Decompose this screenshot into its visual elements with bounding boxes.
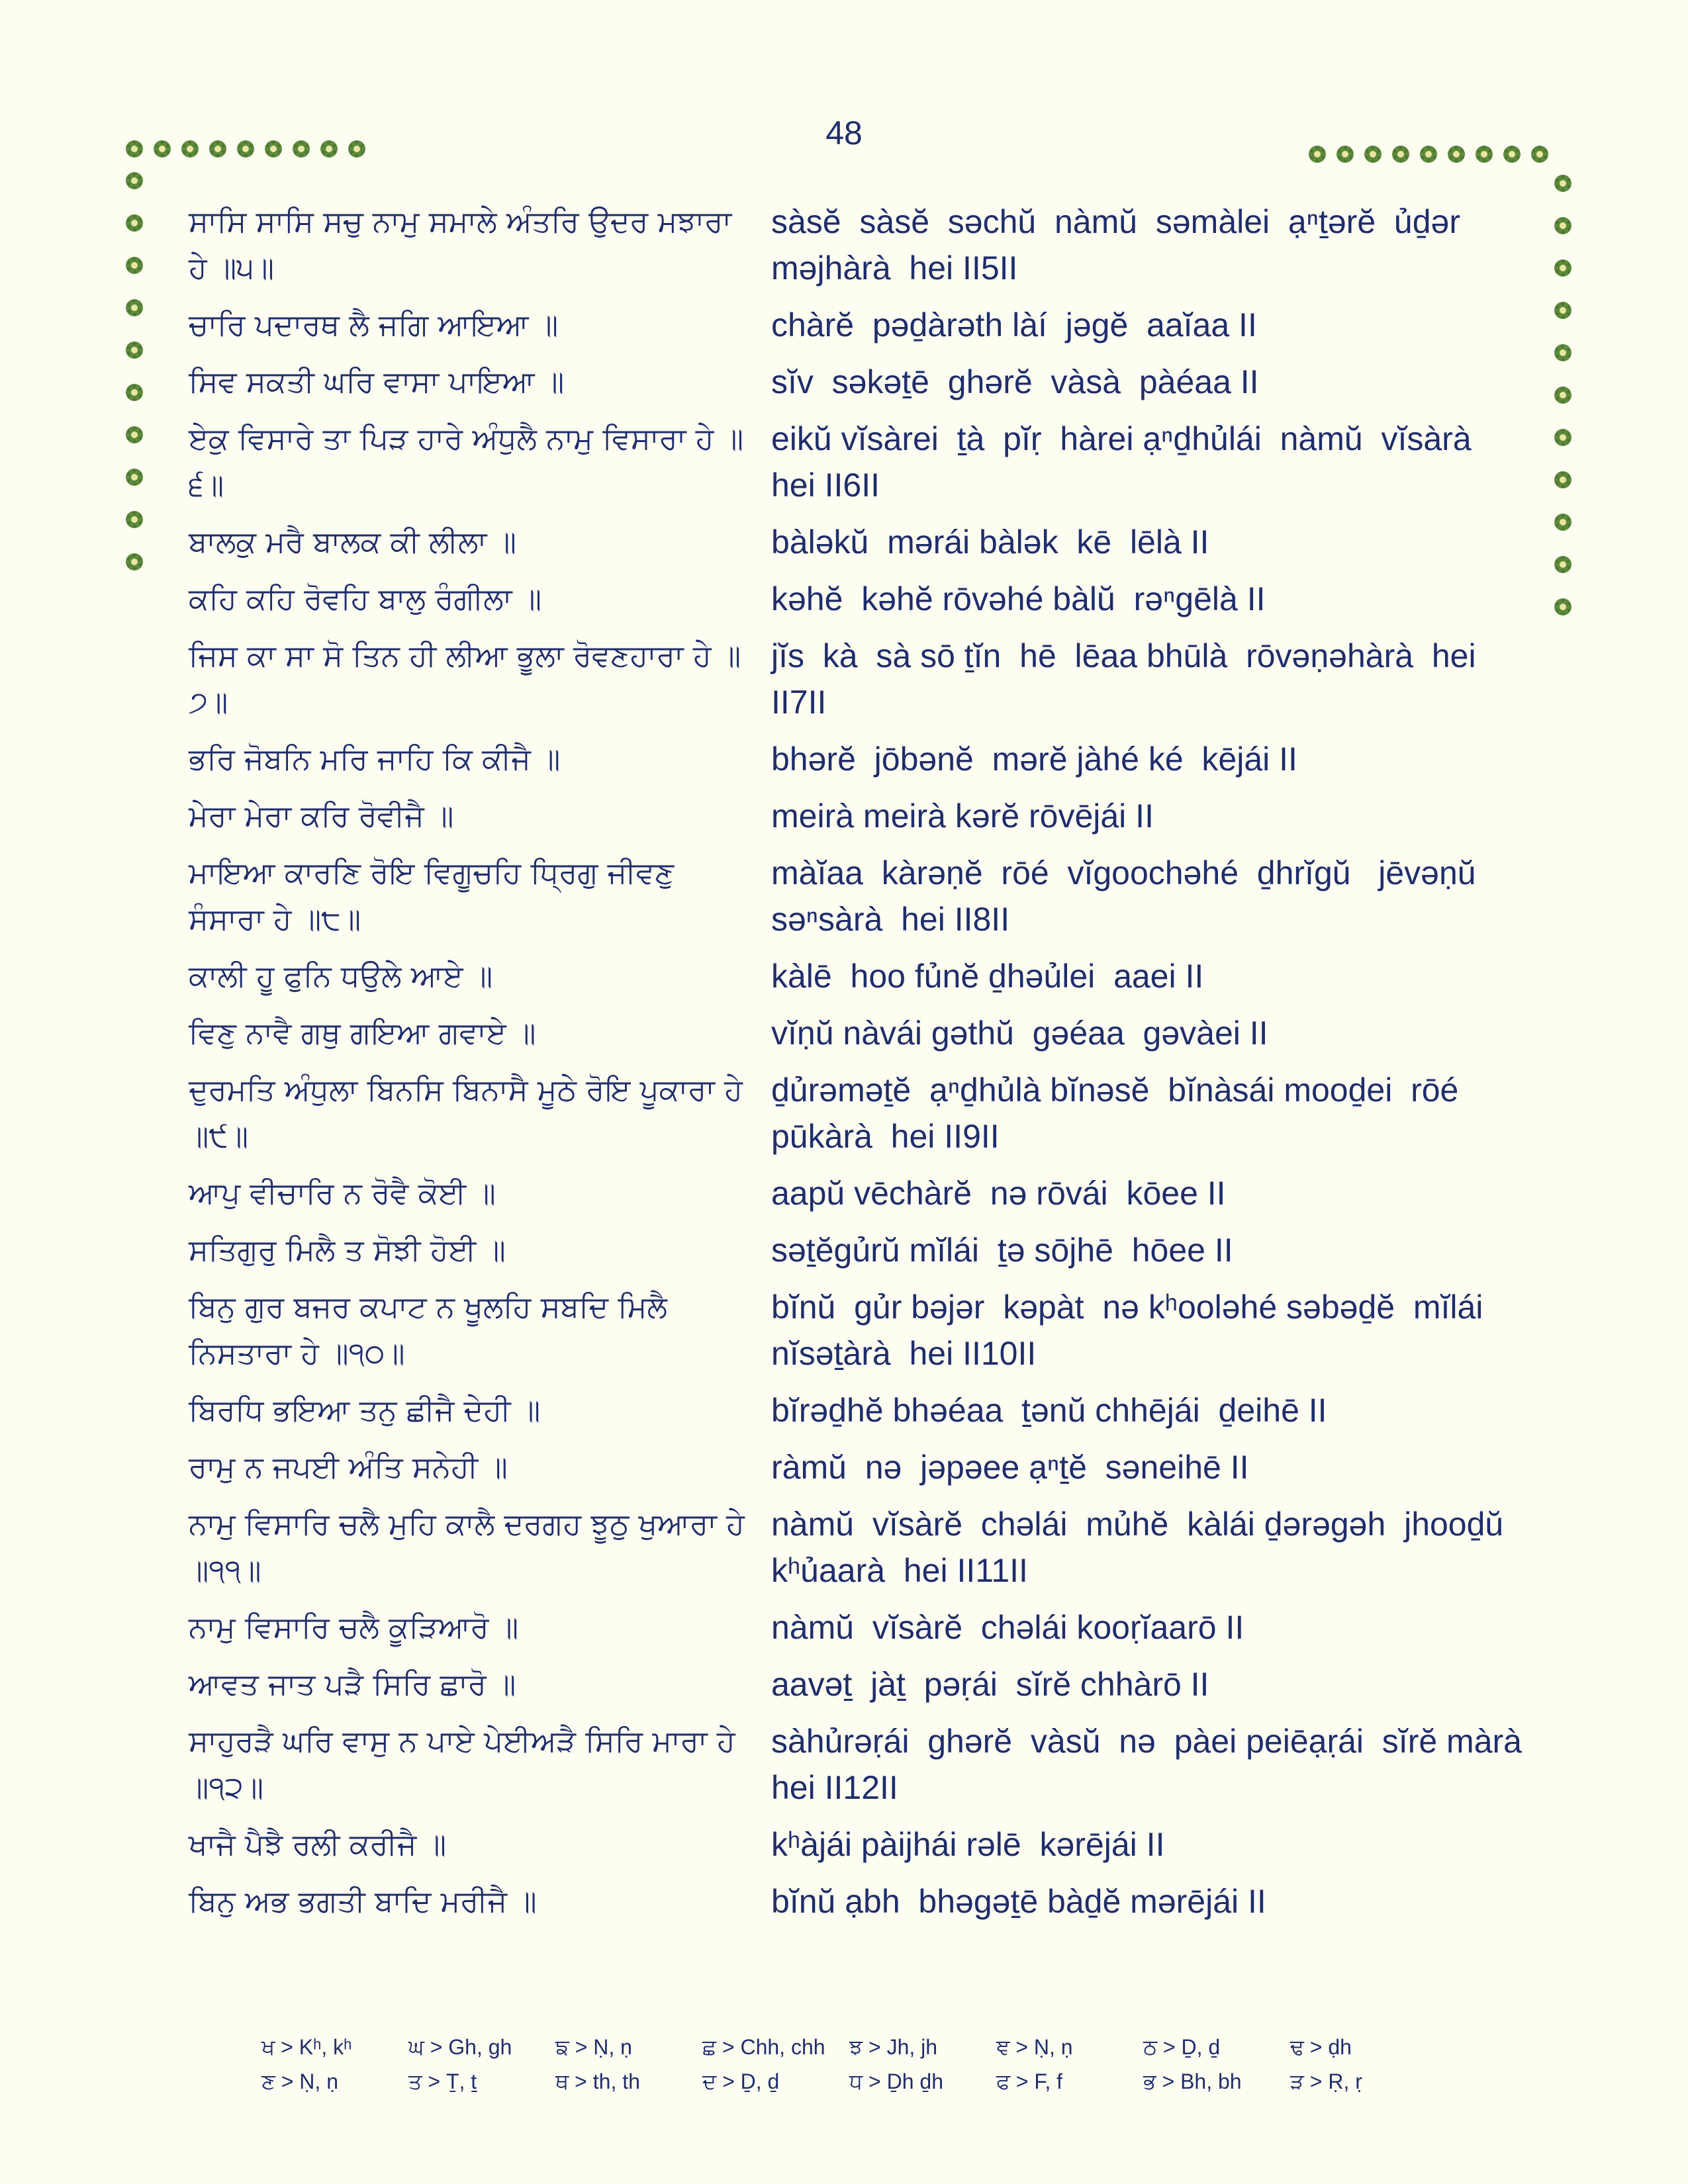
verse-table — [189, 199, 1540, 1935]
verse-row — [189, 1604, 1523, 1651]
verse-row — [189, 1387, 1523, 1433]
flower-icon — [1553, 597, 1573, 617]
flower-icon — [1553, 216, 1573, 236]
verse-row — [189, 1878, 1523, 1925]
verse-row — [189, 1227, 1523, 1273]
flower-icon — [124, 171, 144, 191]
flower-icon — [124, 467, 144, 487]
verse-row — [189, 359, 1523, 405]
gurmukhi-text: ਮੇਰਾ ਮੇਰਾ ਕਰਿ ਰੋਵੀਜੈ ॥ — [189, 798, 454, 833]
legend-row — [261, 2035, 1453, 2070]
gurmukhi-text: ਸਿਵ ਸਕਤੀ ਘਰਿ ਵਾਸਾ ਪਾਇਆ ॥ — [189, 364, 565, 399]
flower-icon — [1553, 428, 1573, 447]
legend-entry: ਞ > Ṇ, ṇ — [996, 2035, 1073, 2059]
verse-row — [189, 953, 1523, 999]
verse-row — [189, 1170, 1523, 1216]
flower-icon — [124, 425, 144, 445]
transliteration-text: sàhủrəṛái ghərĕ vàsŭ nə pàei peiēạṛái sĭrĕ màrà hei II12II — [771, 1723, 1540, 1806]
page-number: 48 — [825, 114, 863, 152]
verse-row — [189, 199, 1523, 291]
gurmukhi-text: ਨਾਮੁ ਵਿਸਾਰਿ ਚਲੈ ਕੂੜਿਆਰੋ ॥ — [189, 1610, 519, 1645]
gurmukhi-text: ਵਿਣੁ ਨਾਵੈ ਗਥੁ ਗਇਆ ਗਵਾਏ ॥ — [189, 1015, 536, 1050]
transliteration-text: kàlē hoo fủnĕ ḏhəủlei aaei II — [771, 958, 1204, 995]
flower-icon — [291, 139, 311, 159]
verse-row — [189, 519, 1523, 565]
gurmukhi-text: ਏਕੁ ਵਿਸਾਰੇ ਤਾ ਪਿੜ ਹਾਰੇ ਅੰਧੁਲੈ ਨਾਮੁ ਵਿਸਾਰਾ ਹੇ ॥੬॥ — [189, 421, 744, 502]
transliteration-legend — [261, 2035, 1453, 2104]
transliteration-text: bàləkŭ mərái bàlək kē lēlà II — [771, 523, 1209, 561]
gurmukhi-text: ਨਾਮੁ ਵਿਸਾਰਿ ਚਲੈ ਮੁਹਿ ਕਾਲੈ ਦਰਗਹ ਝੂਠੁ ਖੁਆਰਾ ਹੇ ॥੧੧॥ — [189, 1506, 745, 1588]
legend-row — [261, 2070, 1453, 2104]
verse-row — [189, 793, 1523, 839]
verse-row — [189, 1501, 1523, 1594]
flower-icon — [1553, 173, 1573, 193]
legend-entry: ਧ > Ḏh ḏh — [849, 2070, 944, 2093]
gurmukhi-text: ਬਾਲਕੁ ਮਰੈ ਬਾਲਕ ਕੀ ਲੀਲਾ ॥ — [189, 524, 516, 559]
verse-row — [189, 736, 1523, 782]
flower-icon — [1553, 300, 1573, 320]
transliteration-text: bĭnŭ ạbh bhəgəṯē bàḏĕ mərējái II — [771, 1883, 1266, 1920]
gurmukhi-text: ਬਿਨੁ ਅਭ ਭਗਤੀ ਬਾਦਿ ਮਰੀਜੈ ॥ — [189, 1884, 537, 1919]
gurmukhi-text: ਸਾਹੁਰੜੈ ਘਰਿ ਵਾਸੁ ਨ ਪਾਏ ਪੇਈਅੜੈ ਸਿਰਿ ਮਾਰਾ ਹੇ ॥੧੨॥ — [189, 1723, 735, 1805]
verse-row — [189, 1010, 1523, 1056]
legend-entry: ਙ > Ṇ, ṇ — [555, 2035, 632, 2059]
legend-entry: ਭ > Bh, bh — [1143, 2070, 1242, 2093]
transliteration-text: chàrĕ pəḏàrəth làí jəgĕ aaĭaa II — [771, 306, 1257, 343]
transliteration-text: nàmŭ vĭsàrĕ chəlái kooṛĭaarō II — [771, 1609, 1244, 1646]
legend-entry: ਛ > Chh, chh — [702, 2035, 825, 2059]
flower-icon — [124, 510, 144, 529]
flower-icon — [124, 383, 144, 402]
gurmukhi-text: ਸਤਿਗੁਰੁ ਮਿਲੈ ਤ ਸੋਝੀ ਹੋਈ ॥ — [189, 1232, 506, 1267]
flower-icon — [1446, 144, 1466, 164]
flower-icon — [1553, 343, 1573, 363]
legend-entry: ਦ > Ḏ, ḏ — [702, 2070, 780, 2093]
transliteration-text: màĭaa kàrəṇĕ rōé vĭgoochəhé ḏhrĭgŭ jēvəṇŭ səⁿsàrà hei II8II — [771, 854, 1485, 938]
transliteration-text: sĭv səkəṯē ghərĕ vàsà pàéaa II — [771, 363, 1259, 400]
flower-icon — [236, 139, 256, 159]
flower-icon — [124, 298, 144, 318]
flower-icon — [1553, 258, 1573, 278]
transliteration-text: aavəṯ jàṯ pəṛái sĭrĕ chhàrō II — [771, 1666, 1209, 1703]
flower-icon — [124, 552, 144, 572]
legend-entry: ਤ > Ṯ, ṯ — [408, 2070, 477, 2093]
transliteration-text: aapŭ vēchàrĕ nə rōvái kōee II — [771, 1175, 1226, 1212]
gurmukhi-text: ਭਰਿ ਜੋਬਨਿ ਮਰਿ ਜਾਹਿ ਕਿ ਕੀਜੈ ॥ — [189, 741, 561, 776]
gurmukhi-text: ਮਾਇਆ ਕਾਰਣਿ ਰੋਇ ਵਿਗੂਚਹਿ ਧ੍ਰਿਗੁ ਜੀਵਣੁ ਸੰਸਾਰਾ ਹੇ ॥੮॥ — [189, 855, 675, 936]
flower-icon — [1553, 555, 1573, 574]
transliteration-text: eikŭ vĭsàrei ṯà pĭṛ hàrei ạⁿḏhủlái nàmŭ vĭsàrà hei II6II — [771, 420, 1481, 504]
legend-entry: ਠ > Ḏ, ḏ — [1143, 2035, 1221, 2059]
flower-icon — [124, 255, 144, 275]
flower-icon — [1553, 512, 1573, 532]
gurmukhi-text: ਜਿਸ ਕਾ ਸਾ ਸੋ ਤਿਨ ਹੀ ਲੀਆ ਭੂਲਾ ਰੋਵਣਹਾਰਾ ਹੇ ॥੭॥ — [189, 638, 741, 719]
gurmukhi-text: ਬਿਰਧਿ ਭਇਆ ਤਨੁ ਛੀਜੈ ਦੇਹੀ ॥ — [189, 1392, 541, 1428]
legend-entry: ਣ > Ṇ, ṇ — [261, 2070, 338, 2093]
verse-row — [189, 1067, 1523, 1160]
verse-row — [189, 1661, 1523, 1707]
gurmukhi-text: ਕਹਿ ਕਹਿ ਰੋਵਹਿ ਬਾਲੁ ਰੰਗੀਲਾ ॥ — [189, 581, 542, 616]
transliteration-text: jĭs kà sà sō ṯĭn hē lēaa bhūlà rōvəṇəhàrà hei II7II — [771, 637, 1485, 721]
transliteration-text: bĭnŭ gủr bəjər kəpàt nə kʰooləhé səbəḏĕ mĭlái nĭsəṯàrà hei II10II — [771, 1289, 1493, 1372]
transliteration-text: vĭṇŭ nàvái gəthŭ gəéaa gəvàei II — [771, 1015, 1268, 1052]
transliteration-text: sàsĕ sàsĕ səchŭ nàmŭ səmàlei ạⁿṯərĕ ủḏər məjhàrà hei II5II — [771, 203, 1470, 287]
transliteration-text: bĭrəḏhĕ bhəéaa ṯənŭ chhējái ḏeihē II — [771, 1392, 1327, 1429]
flower-icon — [124, 213, 144, 233]
flower-icon — [319, 139, 339, 159]
transliteration-text: kəhĕ kəhĕ rōvəhé bàlŭ rəⁿgēlà II — [771, 580, 1266, 617]
legend-entry: ਥ > th, th — [555, 2070, 640, 2093]
flower-icon — [1335, 144, 1355, 164]
legend-entry: ਝ > Jh, jh — [849, 2035, 938, 2059]
gurmukhi-text: ਆਪੁ ਵੀਚਾਰਿ ਨ ਰੋਵੈ ਕੋਈ ॥ — [189, 1175, 496, 1210]
flower-icon — [152, 139, 172, 159]
transliteration-text: kʰàjái pàijhái rəlē kərējái II — [771, 1826, 1165, 1863]
gurmukhi-text: ਸਾਸਿ ਸਾਸਿ ਸਚੁ ਨਾਮੁ ਸਮਾਲੇ ਅੰਤਰਿ ਉਦਰ ਮਝਾਰਾ ਹੇ ॥੫॥ — [189, 204, 732, 285]
legend-entry: ਫ > F, f — [996, 2070, 1063, 2093]
legend-entry: ਢ > ḍh — [1290, 2035, 1352, 2059]
legend-entry: ੜ > Ṛ, ṛ — [1290, 2070, 1362, 2093]
verse-row — [189, 576, 1523, 622]
flower-icon — [124, 139, 144, 159]
flower-icon — [1363, 144, 1383, 164]
verse-row — [189, 850, 1523, 942]
verse-row — [189, 1718, 1540, 1811]
gurmukhi-text: ਖਾਜੈ ਪੈਝੈ ਰਲੀ ਕਰੀਜੈ ॥ — [189, 1827, 447, 1862]
verse-row — [189, 1821, 1523, 1868]
transliteration-text: səṯĕgủrŭ mĭlái ṯə sōjhē hōee II — [771, 1232, 1233, 1269]
gurmukhi-text: ਆਵਤ ਜਾਤ ਪੜੈ ਸਿਰਿ ਛਾਰੋ ॥ — [189, 1666, 516, 1702]
flower-icon — [1307, 144, 1327, 164]
legend-entry: ਖ > Kʰ, kʰ — [261, 2035, 352, 2059]
gurmukhi-text: ਬਿਨੁ ਗੁਰ ਬਜਰ ਕਪਾਟ ਨ ਖੂਲਹਿ ਸਬਦਿ ਮਿਲੈ ਨਿਸਤਾਰਾ ਹੇ ॥੧੦॥ — [189, 1289, 667, 1371]
flower-icon — [208, 139, 228, 159]
flower-icon — [1419, 144, 1438, 164]
verse-row — [189, 1284, 1523, 1377]
gurmukhi-text: ਦੁਰਮਤਿ ਅੰਧੁਲਾ ਬਿਨਸਿ ਬਿਨਾਸੈ ਮੂਠੇ ਰੋਇ ਪੂਕਾਰਾ ਹੇ ॥੯॥ — [189, 1072, 743, 1154]
flower-icon — [1530, 144, 1550, 164]
verse-row — [189, 633, 1523, 725]
flower-icon — [1391, 144, 1411, 164]
flower-icon — [124, 340, 144, 360]
flower-icon — [347, 139, 367, 159]
flower-icon — [180, 139, 200, 159]
transliteration-text: ràmŭ nə jəpəee ạⁿṯĕ səneihē II — [771, 1449, 1249, 1486]
flower-icon — [1474, 144, 1494, 164]
flower-icon — [1502, 144, 1522, 164]
flower-icon — [263, 139, 283, 159]
gurmukhi-text: ਚਾਰਿ ਪਦਾਰਥ ਲੈ ਜਗਿ ਆਇਆ ॥ — [189, 307, 559, 342]
transliteration-text: ḏủrəməṯĕ ạⁿḏhủlà bĭnəsĕ bĭnàsái mooḏei rōé pūkàrà hei II9II — [771, 1071, 1468, 1155]
verse-row — [189, 302, 1523, 348]
transliteration-text: bhərĕ jōbənĕ mərĕ jàhé ké kējái II — [771, 741, 1297, 778]
gurmukhi-text: ਰਾਮੁ ਨ ਜਪਈ ਅੰਤਿ ਸਨੇਹੀ ॥ — [189, 1449, 508, 1484]
legend-entry: ਘ > Gh, gh — [408, 2035, 512, 2059]
flower-icon — [1553, 470, 1573, 490]
gurmukhi-text: ਕਾਲੀ ਹੂ ਫੁਨਿ ਧਉਲੇ ਆਏ ॥ — [189, 958, 493, 993]
transliteration-text: meirà meirà kərĕ rōvējái II — [771, 797, 1154, 835]
verse-row — [189, 416, 1523, 508]
verse-row — [189, 1444, 1523, 1490]
flower-icon — [1553, 385, 1573, 405]
transliteration-text: nàmŭ vĭsàrĕ chəlái mủhĕ kàlái ḏərəgəh jhooḏŭ kʰủaarà hei II11II — [771, 1506, 1513, 1589]
